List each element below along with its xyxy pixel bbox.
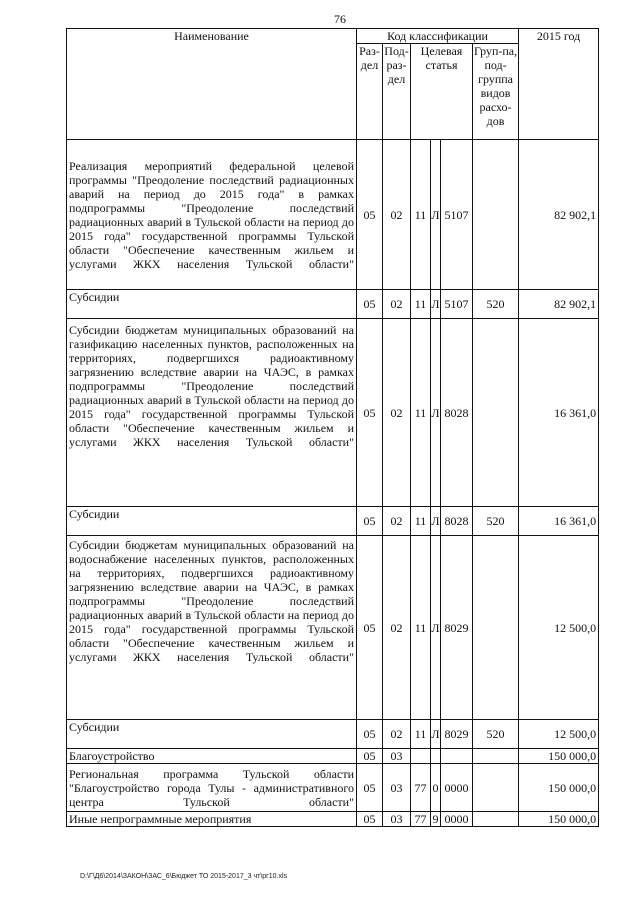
table-row	[67, 812, 599, 827]
row-subsection: 02	[383, 536, 411, 720]
row-target-b	[431, 749, 441, 764]
row-section: 05	[357, 290, 383, 319]
row-expense-group	[473, 764, 519, 812]
row-expense-group	[473, 536, 519, 720]
table-row	[67, 507, 599, 536]
row-target-c: 8028	[441, 319, 473, 507]
row-target-b: Л	[431, 319, 441, 507]
row-target-b: 9	[432, 812, 439, 826]
row-section: 05	[357, 507, 383, 536]
table-row	[67, 290, 599, 319]
row-target-a: 11	[411, 290, 431, 319]
row-sum: 16 361,0	[519, 319, 599, 507]
row-target-a: 11	[411, 319, 431, 507]
row-section: 05	[357, 140, 383, 290]
row-subsection: 02	[383, 319, 411, 507]
header-target-article: Целевая статья	[411, 44, 473, 140]
row-target-c: 0000	[441, 812, 473, 827]
row-target-b: 0	[431, 764, 441, 812]
row-target-a: 77	[411, 812, 431, 827]
row-subsection: 03	[383, 764, 411, 812]
row-target-c	[441, 749, 473, 764]
row-subsection: 03	[383, 812, 411, 827]
row-expense-group: 520	[473, 507, 519, 536]
row-section: 05	[357, 319, 383, 507]
table-row	[67, 720, 599, 749]
table-row	[67, 764, 599, 812]
row-target-b: Л	[431, 140, 441, 290]
table-row	[67, 749, 599, 764]
row-subsection: 03	[383, 749, 411, 764]
row-target-c: 8029	[441, 536, 473, 720]
row-target-a: 11	[411, 536, 431, 720]
row-sum: 16 361,0	[519, 507, 599, 536]
row-sum: 82 902,1	[519, 140, 599, 290]
row-expense-group	[473, 140, 519, 290]
header-classification-code: Код классификации	[357, 29, 519, 44]
header-section: Раз-дел	[357, 44, 383, 140]
file-path-footer: D:\Г\Д6\2014\ЗАКОН\ЗАС_6\Бюджет ТО 2015-2017_3 чт\рг10.xls	[80, 873, 288, 880]
row-subsection: 02	[383, 290, 411, 319]
row-subsection: 02	[383, 720, 411, 749]
row-name: Благоустройство	[67, 749, 357, 764]
header-subsection: Под-раз-дел	[383, 44, 411, 140]
row-sum: 150 000,0	[519, 749, 599, 764]
row-section: 05	[357, 536, 383, 720]
table-row	[67, 319, 599, 507]
page-number: 76	[334, 12, 346, 26]
row-target-a: 11	[411, 507, 431, 536]
row-target-b: Л	[431, 536, 441, 720]
row-name: Реализация мероприятий федеральной целевой программы "Преодоление последствий радиационных аварий на период до 2015 года" в рамках подпрограммы "Преодоление последствий радиационных аварий в Тульской области на период до 2015 года" государственной программы Тульской области "Обеспечение качественным жильем и услугами ЖКХ населения Тульской области"	[67, 140, 357, 290]
row-target-c: 8029	[441, 720, 473, 749]
row-subsection: 02	[383, 507, 411, 536]
row-name: Субсидии	[67, 290, 357, 319]
row-target-b: Л	[431, 507, 441, 536]
row-target-b: Л	[431, 720, 441, 749]
row-expense-group	[473, 319, 519, 507]
budget-table	[66, 28, 599, 827]
row-expense-group	[473, 749, 519, 764]
row-subsection: 02	[383, 140, 411, 290]
row-section: 05	[357, 720, 383, 749]
row-target-a: 77	[411, 764, 431, 812]
row-target-c: 8028	[441, 507, 473, 536]
row-name: Субсидии бюджетам муниципальных образований на водоснабжение населенных пунктов, расположенных на территориях, подвергшихся радиоактивному загрязнению вследствие аварии на ЧАЭС, в рамках подпрограммы "Преодоление последствий радиационных аварий в Тульской области на период до 2015 года" государственной программы Тульской области "Обеспечение качественным жильем и услугами ЖКХ населения Тульской области"	[67, 536, 357, 720]
row-sum: 150 000,0	[519, 812, 599, 827]
row-sum: 12 500,0	[519, 536, 599, 720]
row-name: Субсидии	[67, 507, 357, 536]
table-row	[67, 536, 599, 720]
header-year: 2015 год	[519, 29, 599, 140]
row-target-a	[411, 749, 431, 764]
row-name: Иные непрограммные мероприятия	[67, 812, 357, 827]
row-expense-group	[473, 812, 519, 827]
row-name: Региональная программа Тульской области "Благоустройство города Тулы - административного центра Тульской области"	[67, 764, 357, 812]
row-section: 05	[357, 812, 383, 827]
row-sum: 150 000,0	[519, 764, 599, 812]
row-sum: 82 902,1	[519, 290, 599, 319]
header-name: Наименование	[67, 29, 357, 140]
row-sum: 12 500,0	[519, 720, 599, 749]
row-expense-group: 520	[473, 720, 519, 749]
row-target-a: 11	[411, 140, 431, 290]
row-expense-group: 520	[473, 290, 519, 319]
row-name: Субсидии	[67, 720, 357, 749]
row-name: Субсидии бюджетам муниципальных образований на газификацию населенных пунктов, расположенных на территориях, подвергшихся радиоактивному загрязнению вследствие аварии на ЧАЭС, в рамках подпрограммы "Преодоление последствий радиационных аварий в Тульской области на период до 2015 года" государственной программы Тульской области "Обеспечение качественным жильем и услугами ЖКХ населения Тульской области"	[67, 319, 357, 507]
table-row	[67, 140, 599, 290]
row-target-c: 0000	[441, 764, 473, 812]
row-section: 05	[357, 749, 383, 764]
row-section: 05	[357, 764, 383, 812]
row-target-a: 11	[411, 720, 431, 749]
header-expense-group: Груп-па, под-группа видов расхо-дов	[473, 44, 519, 140]
row-target-c: 5107	[441, 140, 473, 290]
header-row-1	[67, 29, 599, 44]
row-target-c: 5107	[441, 290, 473, 319]
row-target-b: Л	[431, 290, 441, 319]
